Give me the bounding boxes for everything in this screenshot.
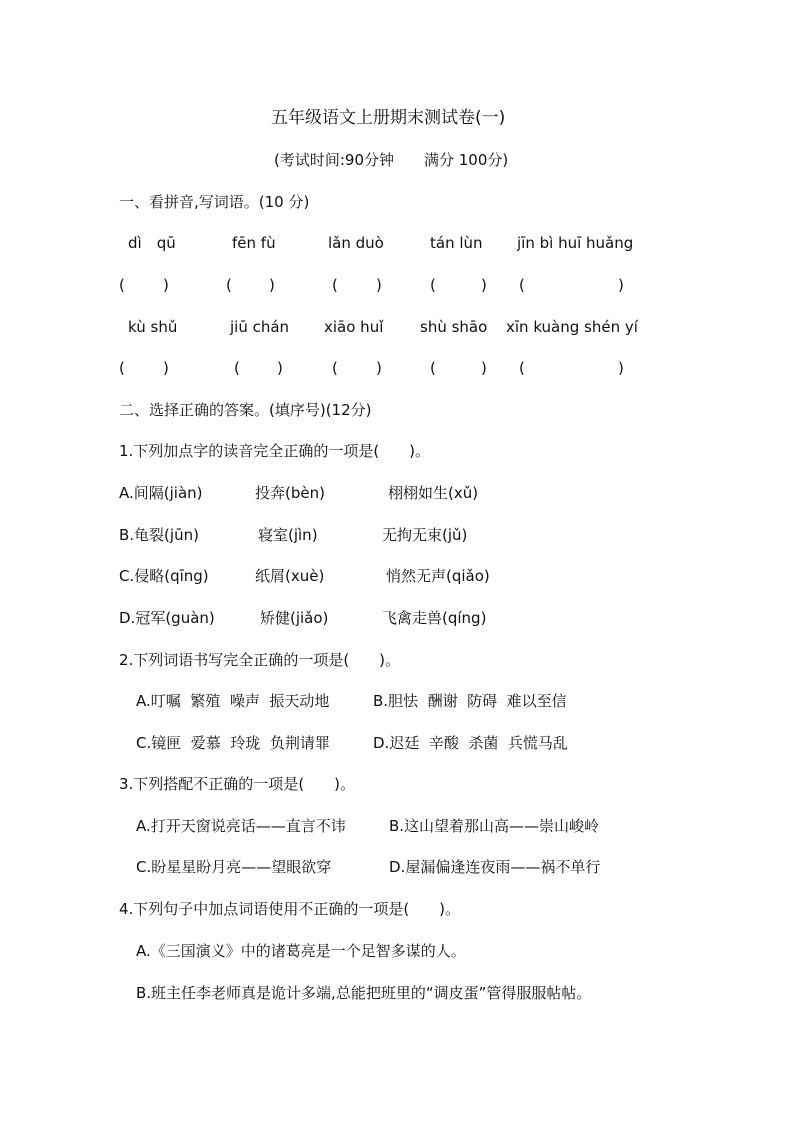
pinyin-item: xīn kuàng shén yí (506, 318, 638, 336)
exam-subtitle: (考试时间:90分钟 满分 100分) (274, 151, 509, 169)
pinyin-item: lǎn duò (328, 234, 384, 252)
q4-option-a: A.《三国演义》中的诸葛亮是一个足智多谋的人。 (136, 942, 466, 960)
q1-option-a-word: 投奔(bèn) (255, 484, 325, 502)
pinyin-item: jīn bì huī huǎng (517, 234, 634, 252)
section1-heading: 一、看拼音,写词语。(10 分) (119, 193, 310, 211)
section2-heading: 二、选择正确的答案。(填序号)(12分) (119, 401, 372, 419)
pinyin-item: kù shǔ (128, 318, 178, 336)
pinyin-item: shù shāo (420, 318, 488, 336)
question-3-stem: 3.下列搭配不正确的一项是( )。 (119, 775, 356, 793)
q1-option-c-word: 纸屑(xuè) (255, 567, 325, 585)
q3-option-a: A.打开天窗说亮话——直言不讳 (136, 817, 346, 835)
q1-option-a-word: 栩栩如生(xǔ) (388, 484, 479, 502)
question-1-stem: 1.下列加点字的读音完全正确的一项是( )。 (119, 442, 431, 460)
q2-option-c: C.镜匣 爱慕 玲珑 负荆请罪 (136, 734, 330, 752)
q1-option-b-word: 寝室(jìn) (258, 526, 318, 544)
q4-option-b: B.班主任李老师真是诡计多端,总能把班里的“调皮蛋”管得服服帖帖。 (136, 984, 592, 1002)
pinyin-item: fēn fù (232, 234, 276, 252)
q1-option-d: D.冠军(guàn) (119, 609, 215, 627)
q3-option-c: C.盼星星盼月亮——望眼欲穿 (136, 858, 332, 876)
q2-option-d: D.迟廷 辛酸 杀菌 兵慌马乱 (373, 734, 568, 752)
q3-option-b: B.这山望着那山高——崇山峻岭 (389, 817, 600, 835)
q1-option-a: A.间隔(jiàn) (119, 484, 203, 502)
pinyin-item: xiāo huǐ (324, 318, 384, 336)
q1-option-d-word: 矫健(jiǎo) (260, 609, 329, 627)
pinyin-item: tán lùn (430, 234, 483, 252)
question-4-stem: 4.下列句子中加点词语使用不正确的一项是( )。 (119, 900, 461, 918)
page-title: 五年级语文上册期末测试卷(一) (271, 108, 506, 128)
q2-option-b: B.胆怯 酬谢 防碍 难以至信 (373, 692, 567, 710)
q1-option-c: C.侵略(qīng) (119, 567, 209, 585)
q3-option-d: D.屋漏偏逢连夜雨——祸不单行 (389, 858, 601, 876)
q1-option-d-word: 飞禽走兽(qíng) (382, 609, 487, 627)
q1-option-b: B.龟裂(jūn) (119, 526, 199, 544)
q1-option-c-word: 悄然无声(qiǎo) (386, 567, 490, 585)
pinyin-item: dì qū (128, 234, 176, 252)
question-2-stem: 2.下列词语书写完全正确的一项是( )。 (119, 651, 401, 669)
q1-option-b-word: 无拘无束(jǔ) (382, 526, 468, 544)
q2-option-a: A.叮嘱 繁殖 噪声 振天动地 (136, 692, 330, 710)
pinyin-item: jiū chán (230, 318, 290, 336)
